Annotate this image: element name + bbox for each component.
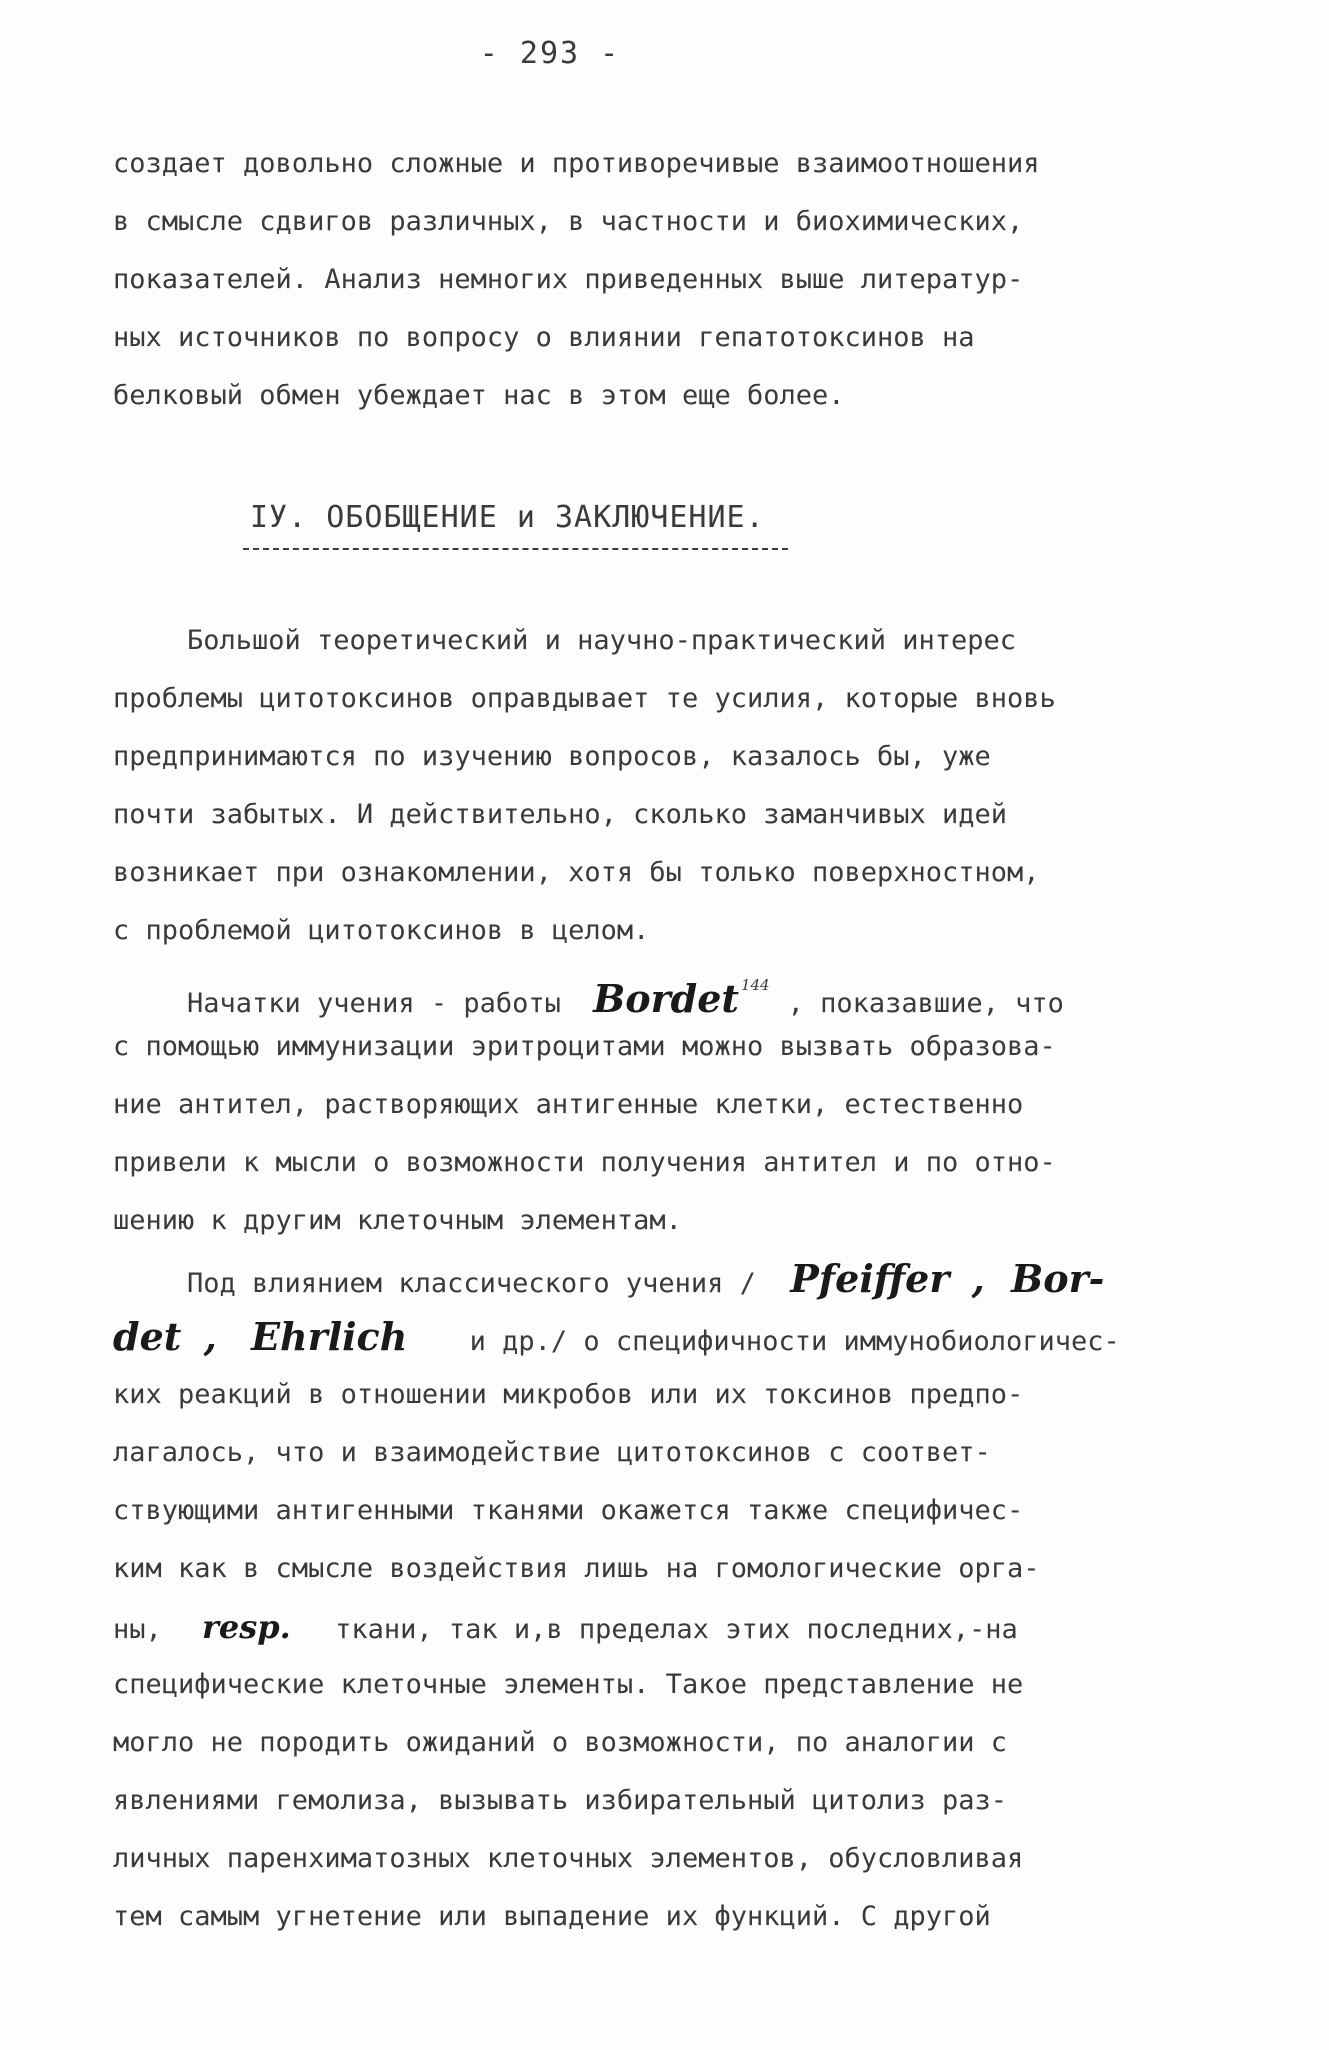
paragraph3-line: личных паренхиматозных клеточных элементов, обусловливая	[113, 1843, 1024, 1874]
intro-line: белковый обмен убеждает нас в этом еще более.	[113, 380, 845, 411]
intro-line: в смысле сдвигов различных, в частности и биохимических,	[113, 206, 1024, 237]
paragraph2-line: с помощью иммунизации эритроцитами можно вызвать образова-	[113, 1031, 1056, 1062]
paragraph3-line: явлениями гемолиза, вызывать избирательный цитолиз раз-	[113, 1785, 1008, 1816]
author-comma: ,	[203, 1314, 217, 1359]
paragraph3-resp-line	[113, 1610, 1018, 1647]
resp-suffix: ткани, так и,в пределах этих последних,-на	[335, 1614, 1018, 1645]
paragraph1-line: предпринимаются по изучению вопросов, казалось бы, уже	[113, 741, 991, 772]
paragraph2-line: привели к мысли о возможности получения антител и по отно-	[113, 1147, 1056, 1178]
page-number: - 293 -	[479, 36, 621, 71]
reference-number: 144	[740, 976, 770, 994]
author-bordet-part1: Bor-	[1011, 1256, 1105, 1301]
author-comma: ,	[971, 1256, 985, 1301]
paragraph3-second-suffix: и др./ о специфичности иммунобиологичес-	[469, 1326, 1120, 1357]
paragraph3-first-line	[187, 1256, 1105, 1301]
paragraph2-line: шению к другим клеточным элементам.	[113, 1205, 682, 1236]
paragraph2-line: ние антител, растворяющих антигенные клетки, естественно	[113, 1089, 1024, 1120]
handwritten-resp: resp.	[202, 1608, 291, 1646]
author-ehrlich: Ehrlich	[251, 1314, 408, 1359]
section-heading: IУ. ОБОБЩЕНИЕ и ЗАКЛЮЧЕНИЕ.	[250, 500, 765, 535]
author-pfeiffer: Pfeiffer	[790, 1256, 950, 1301]
paragraph3-line: ким как в смысле воздействия лишь на гомологические орга-	[113, 1553, 1040, 1584]
intro-line: создает довольно сложные и противоречивые взаимоотношения	[113, 148, 1040, 179]
paragraph2-first-line	[187, 968, 1064, 1021]
heading-underline	[243, 548, 788, 550]
paragraph3-line: специфические клеточные элементы. Такое представление не	[113, 1669, 1024, 1700]
paragraph2-prefix: Начатки учения - работы	[187, 988, 561, 1019]
paragraph3-second-line	[113, 1314, 1120, 1359]
paragraph3-line: могло не породить ожиданий о возможности, по аналогии с	[113, 1727, 1008, 1758]
paragraph3-line: ких реакций в отношении микробов или их токсинов предпо-	[113, 1379, 1024, 1410]
paragraph2-suffix: , показавшие, что	[787, 988, 1064, 1019]
resp-prefix: ны,	[113, 1614, 162, 1645]
paragraph1-line: с проблемой цитотоксинов в целом.	[113, 915, 650, 946]
paragraph3-line: ствующими антигенными тканями окажется также специфичес-	[113, 1495, 1024, 1526]
intro-line: показателей. Анализ немногих приведенных выше литератур-	[113, 264, 1024, 295]
paragraph3-line: лагалось, что и взаимодействие цитотоксинов с соответ-	[113, 1437, 991, 1468]
paragraph1-line: почти забытых. И действительно, сколько заманчивых идей	[113, 799, 1008, 830]
paragraph3-prefix: Под влиянием классического учения /	[187, 1268, 756, 1299]
author-bordet-part2: det	[113, 1314, 182, 1359]
intro-line: ных источников по вопросу о влиянии гепатотоксинов на	[113, 322, 975, 353]
paragraph1-line: возникает при ознакомлении, хотя бы только поверхностном,	[113, 857, 1040, 888]
paragraph3-line: тем самым угнетение или выпадение их функций. С другой	[113, 1901, 991, 1932]
paragraph1-line: Большой теоретический и научно-практический интерес	[187, 625, 1017, 656]
paragraph1-line: проблемы цитотоксинов оправдывает те усилия, которые вновь	[113, 683, 1056, 714]
author-bordet: Bordet	[593, 976, 739, 1021]
